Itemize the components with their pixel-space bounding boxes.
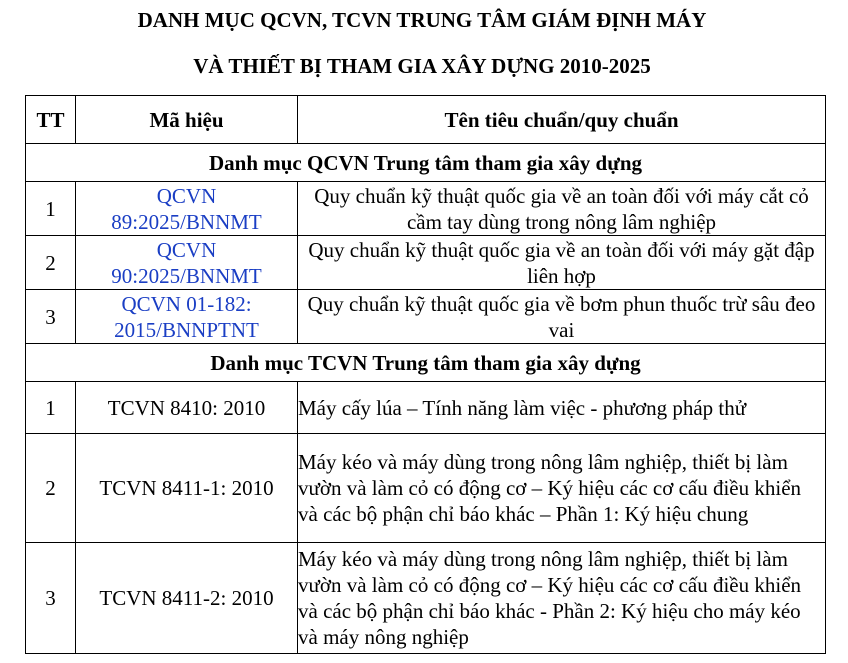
standard-name: Quy chuẩn kỹ thuật quốc gia về an toàn đối với máy gặt đập liên hợp <box>298 236 826 290</box>
row-tt: 2 <box>26 236 76 290</box>
section-heading-tcvn: Danh mục TCVN Trung tâm tham gia xây dựng <box>26 344 826 382</box>
standard-code: TCVN 8410: 2010 <box>76 382 298 434</box>
standard-code: TCVN 8411-2: 2010 <box>76 543 298 654</box>
table-row <box>26 543 826 654</box>
standard-code-link[interactable]: QCVN 89:2025/BNNMT <box>76 182 298 236</box>
standard-name: Quy chuẩn kỹ thuật quốc gia về bơm phun thuốc trừ sâu đeo vai <box>298 290 826 344</box>
table-row <box>26 382 826 434</box>
standard-code-link[interactable]: QCVN 90:2025/BNNMT <box>76 236 298 290</box>
table-row <box>26 290 826 344</box>
table-row <box>26 434 826 543</box>
section-heading-qcvn: Danh mục QCVN Trung tâm tham gia xây dựng <box>26 144 826 182</box>
document-title-line-1: DANH MỤC QCVN, TCVN TRUNG TÂM GIÁM ĐỊNH MÁY <box>137 8 707 32</box>
header-name: Tên tiêu chuẩn/quy chuẩn <box>298 96 826 144</box>
standard-name: Máy kéo và máy dùng trong nông lâm nghiệp, thiết bị làm vườn và làm cỏ có động cơ – Ký hiệu các cơ cấu điều khiển và các bộ phận chỉ báo khác – Phần 1: Ký hiệu chung <box>298 434 826 543</box>
standard-name: Máy kéo và máy dùng trong nông lâm nghiệp, thiết bị làm vườn và làm cỏ có động cơ – Ký hiệu các cơ cấu điều khiển và các bộ phận chỉ báo khác - Phần 2: Ký hiệu cho máy kéo và máy nông nghiệp <box>298 543 826 654</box>
standard-code: TCVN 8411-1: 2010 <box>76 434 298 543</box>
table-row <box>26 182 826 236</box>
section-row-qcvn <box>26 144 826 182</box>
row-tt: 3 <box>26 290 76 344</box>
standards-table <box>25 95 826 654</box>
standard-name: Quy chuẩn kỹ thuật quốc gia về an toàn đối với máy cắt cỏ cầm tay dùng trong nông lâm nghiệp <box>298 182 826 236</box>
row-tt: 3 <box>26 543 76 654</box>
standard-name: Máy cấy lúa – Tính năng làm việc - phương pháp thử <box>298 382 826 434</box>
row-tt: 1 <box>26 182 76 236</box>
row-tt: 1 <box>26 382 76 434</box>
table-row <box>26 236 826 290</box>
document-title-line-2: VÀ THIẾT BỊ THAM GIA XÂY DỰNG 2010-2025 <box>193 54 651 78</box>
section-row-tcvn <box>26 344 826 382</box>
table-header-row <box>26 96 826 144</box>
row-tt: 2 <box>26 434 76 543</box>
standard-code-link[interactable]: QCVN 01-182: 2015/BNNPTNT <box>76 290 298 344</box>
header-tt: TT <box>26 96 76 144</box>
header-code: Mã hiệu <box>76 96 298 144</box>
